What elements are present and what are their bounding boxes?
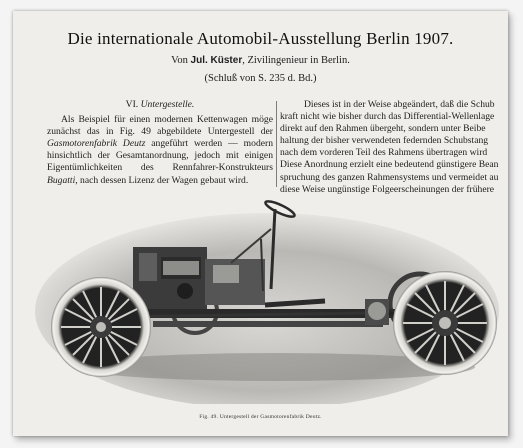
company-name: Gasmotorenfabrik Deutz	[47, 138, 146, 150]
column-divider	[276, 101, 277, 187]
right-column-line: Dieses ist in der Weise abgeändert, daß die Schub	[304, 99, 495, 110]
article-title: Die internationale Automobil-Ausstellung Berlin 1907.	[67, 29, 454, 48]
paragraph-text-3: , nach dessen Lizenz der Wagen gebaut wird.	[75, 174, 249, 186]
right-column-line: direkt auf den Rahmen übergeht, sondern unter Beibe	[280, 123, 486, 135]
designer-name: Bugatti	[47, 174, 76, 186]
author-title: , Zivilingenieur in Berlin.	[242, 55, 350, 66]
right-column-line: spruchung des ganzen Rahmensystems und vermeidet au	[280, 171, 499, 183]
paragraph-text-2: angeführt werden — modern hinsichtlich der Gesamtanordnung, jedoch mit einigen Eigentümlichkeiten des Rennfahrer-Konstrukteurs	[47, 138, 273, 174]
chassis-photo	[35, 199, 499, 404]
section-title: Untergestelle.	[140, 99, 195, 110]
right-column-line: Diese Anordnung erzielt eine bedeutend günstigere Bean	[280, 159, 499, 171]
right-column-line: diese Weise ungünstige Folgeerscheinungen der frühere	[280, 183, 495, 195]
byline-prefix: Von	[171, 55, 188, 66]
figure-caption: Fig. 49. Untergestell der Gasmotorenfabrik Deutz.	[199, 414, 322, 420]
right-column	[280, 99, 508, 196]
section-number: VI.	[125, 99, 139, 110]
scanned-page	[13, 11, 508, 436]
right-column-line: kraft nicht wie bisher durch das Differential-Wellenlage	[280, 111, 495, 123]
section-heading	[47, 99, 273, 111]
left-column	[47, 99, 273, 187]
author-name: Jul. Küster	[190, 55, 243, 66]
paragraph-text-1: Als Beispiel für einen modernen Kettenwagen möge zunächst das in Fig. 49 abgebildete Untergestell der	[47, 114, 273, 138]
continuation-note: (Schluß von S. 235 d. Bd.)	[204, 73, 317, 84]
byline	[13, 55, 508, 66]
right-column-line: nach dem vorderen Teil des Rahmens übertragen wird	[280, 147, 488, 159]
right-column-line: haltung der bisher verwendeten federnden Schubstang	[280, 135, 489, 147]
left-paragraph	[47, 114, 273, 187]
